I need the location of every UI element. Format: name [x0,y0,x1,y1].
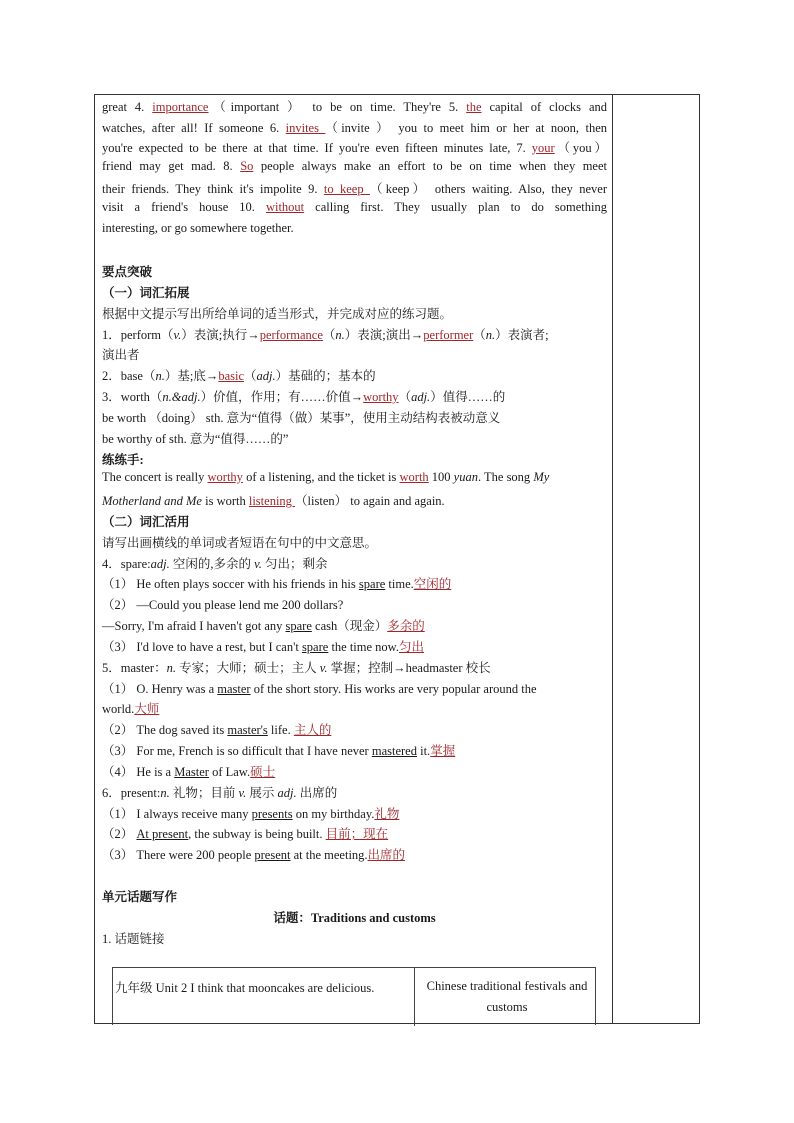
table-column-divider [414,968,415,1026]
item-6-3: （3） There were 200 people present at the meeting.出席的 [102,848,406,862]
item-5-2: （2） The dog saved its master's life. 主人的 [102,723,332,737]
item-4-3: （3） I'd love to have a rest, but I can't spare the time now.匀出 [102,640,425,654]
item-6-2: （2） At present, the subway is being built. 目前；现在 [102,827,389,841]
answer-worthy: worthy [363,390,399,404]
passage-line-7: interesting, or go somewhere together. [102,221,294,235]
answer-6: invites [285,121,326,135]
section-vocab-expansion: （一）词汇拓展 [102,286,190,300]
answer-4: importance [152,100,209,114]
item-5-1: （1） O. Henry was a master of the short story. His works are very popular around the [102,682,537,696]
answer-7: your [531,141,555,155]
topic-link-label: 1. 话题链接 [102,932,165,946]
answer-8: So [240,159,254,173]
item-3-note-a: be worth （doing） sth. 意为“值得（做）某事”，使用主动结构表被动意义 [102,411,501,425]
key-points-heading: 要点突破 [102,265,153,279]
answer-5: the [466,100,482,114]
section1-instruction: 根据中文提示写出所给单词的适当形式，并完成对应的练习题。 [102,307,453,321]
item-1-line-b: 演出者 [102,348,140,362]
topic-link-table [112,967,596,1025]
item-1-line-a: 1．perform（v.）表演;执行→performance（n.）表演;演出→performer（n.）表演者; [102,328,549,342]
item-5-1-cont: world.大师 [102,702,160,716]
item-5-4: （4） He is a Master of Law.硕士 [102,765,276,779]
section2-instruction: 请写出画横线的单词或者短语在句中的中文意思。 [102,536,378,550]
passage-line-1: great 4. importance（important ） to be on time. They're 5. the capital of clocks and [102,100,607,114]
practice-line-2: Motherland and Me is worth listening （listen） to again and again. [102,494,445,508]
passage-line-4: friend may get mad. 8. So people always make an effort to be on time when they meet [102,159,607,173]
answer-performance: performance [259,328,323,342]
answer-performer: performer [423,328,474,342]
writing-heading: 单元话题写作 [102,890,178,904]
answer-basic: basic [218,369,245,383]
section-vocab-usage: （二）词汇活用 [102,515,190,529]
passage-line-5: their friends. They think it's impolite 9. to keep （keep） others waiting. Also, they never [102,182,607,196]
item-6: 6．present:n. 礼物；目前 v. 展示 adj. 出席的 [102,786,338,800]
item-5: 5．master：n. 专家；大师；硕士；主人 v. 掌握；控制→headmaster 校长 [102,661,491,675]
passage-line-2: watches, after all! If someone 6. invites （invite ） you to meet him or her at noon, then [102,121,607,135]
table-cell-unit: 九年级 Unit 2 I think that mooncakes are delicious. [115,981,375,995]
item-3-note-b: be worthy of sth. 意为“值得……的” [102,432,289,446]
passage-line-3: you're expected to be there at that time. If you're even fifteen minutes late, 7. your（you） [102,141,607,155]
item-4-2-reply: —Sorry, I'm afraid I haven't got any spare cash（现金）多余的 [102,619,425,633]
item-2: 2．base（n.）基;底→basic（adj.）基础的；基本的 [102,369,376,383]
item-5-3: （3） For me, French is so difficult that I have never mastered it.掌握 [102,744,456,758]
item-6-1: （1） I always receive many presents on my birthday.礼物 [102,807,400,821]
item-4: 4．spare:adj. 空闲的,多余的 v. 匀出；剩余 [102,557,328,571]
item-4-1: （1） He often plays soccer with his friends in his spare time.空闲的 [102,577,452,591]
right-column-divider [612,94,613,1024]
answer-9: to keep [323,182,370,196]
answer-10: without [265,200,305,214]
practice-line-1: The concert is really worthy of a listening, and the ticket is worth 100 yuan. The song My [102,470,550,484]
passage-line-6: visit a friend's house 10. without calling first. They usually plan to do something [102,200,607,214]
practice-label: 练练手: [102,453,144,467]
item-3: 3．worth（n.&adj.）价值，作用；有……价值→worthy（adj.）值得……的 [102,390,506,404]
writing-topic: 话题：Traditions and customs [273,911,436,925]
table-cell-theme: Chinese traditional festivals and customs [426,979,588,1014]
item-4-2: （2） —Could you please lend me 200 dollars? [102,598,344,612]
